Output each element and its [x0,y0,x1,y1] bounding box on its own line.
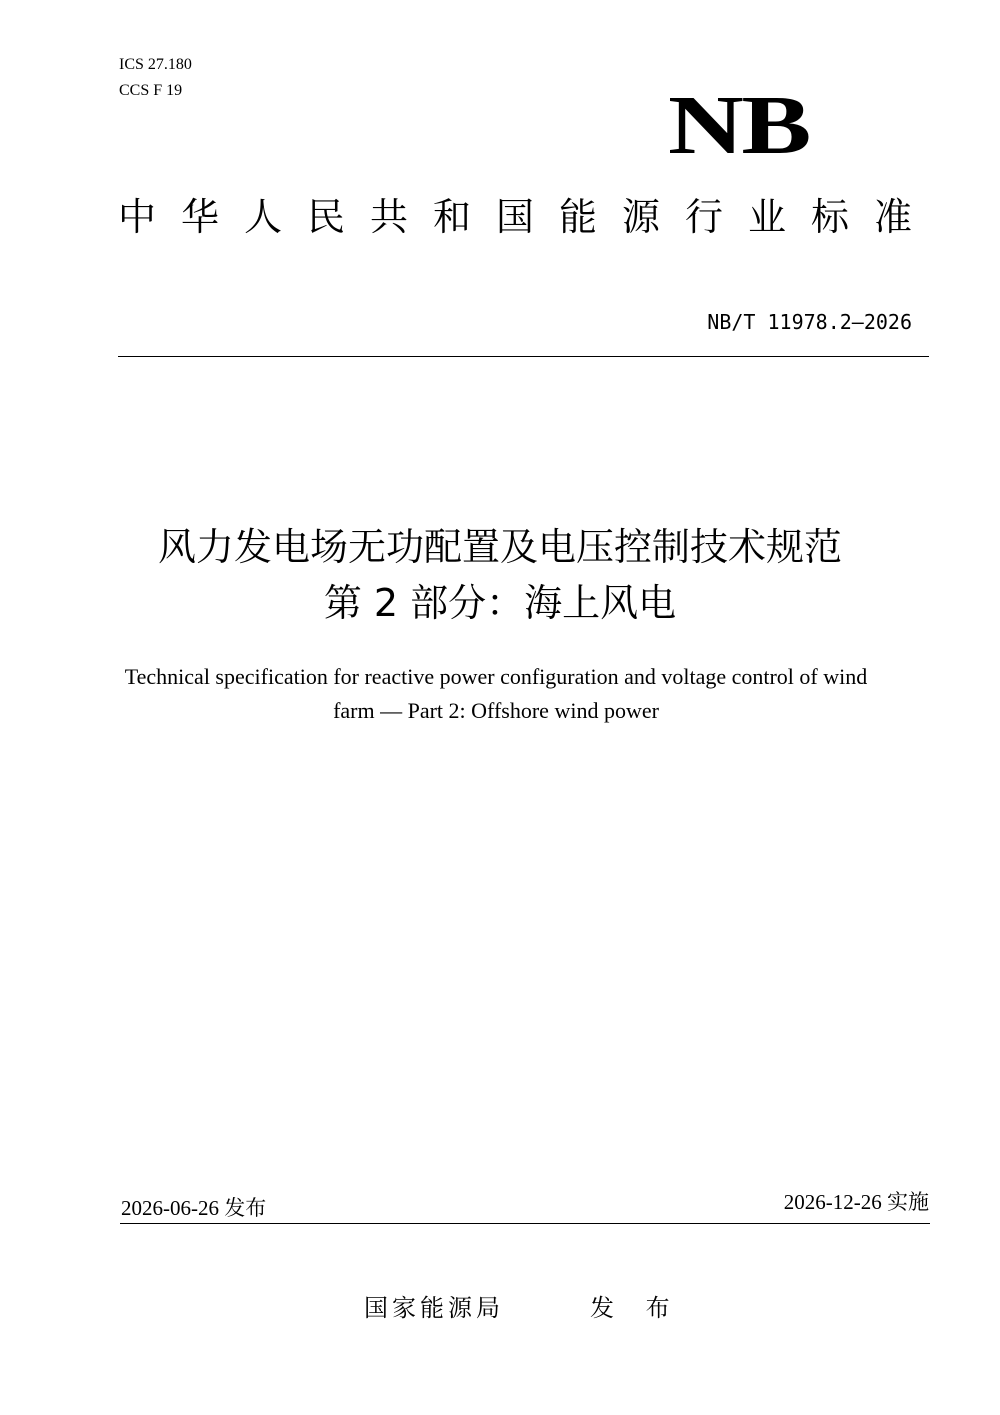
title-en [90,660,902,728]
title-en-line2: farm — Part 2: Offshore wind power [333,698,659,723]
ics-code: ICS 27.180 [119,56,192,73]
footer-divider [120,1223,930,1224]
title-en-line1: Technical specification for reactive power configuration and voltage control of wind [124,664,868,689]
issuer-name: 国家能源局 [364,1294,504,1322]
organization-name: 中华人民共和国能源行业标准 [118,195,938,239]
header-divider [118,356,929,357]
ccs-code: CCS F 19 [119,82,183,99]
issue-label: 发 布 [590,1294,682,1322]
standard-number: NB/T 11978.2—2026 [707,310,912,334]
implement-date: 2026-12-26 实施 [783,1190,929,1214]
title-cn-line1: 风力发电场无功配置及电压控制技术规范 [157,525,842,569]
nb-logo: NB [668,79,809,172]
classification-codes [119,52,192,104]
title-cn-line2: 第 2 部分：海上风电 [323,581,677,625]
publish-date: 2026-06-26 发布 [121,1196,267,1220]
